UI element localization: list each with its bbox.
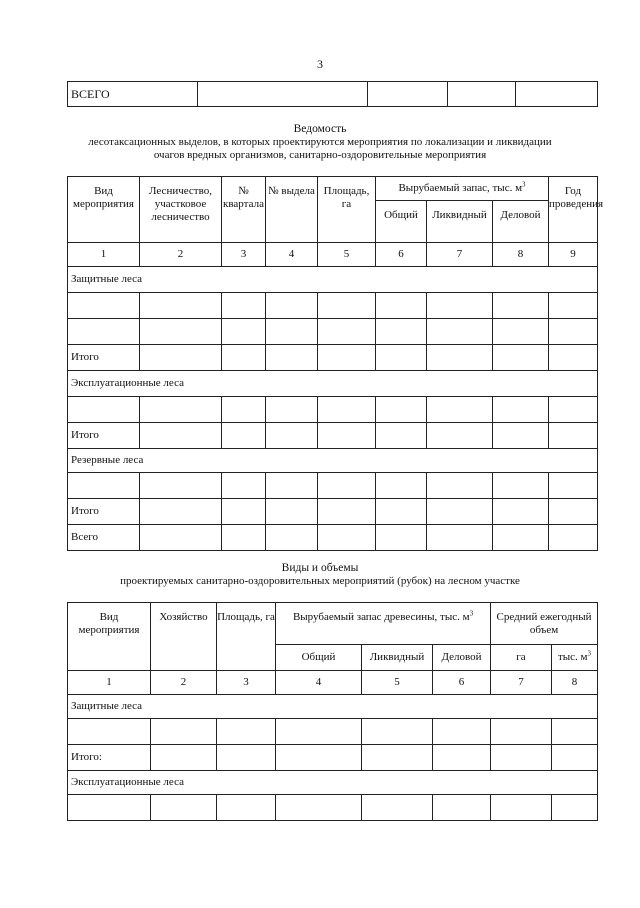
t2-header-annual-group: Средний ежегодный объем: [491, 603, 598, 645]
table-row: [68, 319, 598, 345]
t2-header-liquid: Ликвидный: [362, 645, 433, 671]
table1-title: Ведомость: [293, 123, 347, 135]
t1-header-activity: Вид мероприятия: [68, 177, 140, 243]
t1-volume-group-label: Вырубаемый запас, тыс. м: [398, 182, 523, 194]
t1-header-liquid: Ликвидный: [427, 201, 493, 243]
t1-subtotal-protective: Итого: [68, 345, 140, 371]
t1-header-plot: № выдела: [266, 177, 318, 243]
t1-header-year: Год проведения: [549, 177, 598, 243]
t1-header-area: Площадь, га: [318, 177, 376, 243]
table-row: [68, 397, 598, 423]
t1-section-protective: Защитные леса: [68, 267, 598, 293]
t2-num-2: 2: [151, 671, 217, 695]
t2-section-exploitation: Эксплуатационные леса: [68, 771, 598, 795]
page-number: 3: [317, 57, 323, 71]
table2-subtitle: проектируемых санитарно-оздоровительных мероприятий (рубок) на лесном участке: [120, 575, 520, 587]
t2-num-3: 3: [217, 671, 276, 695]
t1-header-forestry: Лесничество, участковое лесничество: [140, 177, 222, 243]
t1-num-8: 8: [493, 243, 549, 267]
top-total-table: [67, 81, 598, 107]
t2-subtotal: Итого:: [68, 745, 151, 771]
t1-num-7: 7: [427, 243, 493, 267]
t2-header-thousand-m3: тыс. $м^3$: [552, 645, 598, 671]
table-row: [68, 499, 598, 525]
table-row: [68, 423, 598, 449]
table1-subtitle-line1: лесотаксационных выделов, в которых проектируются мероприятия по локализации и ликвидации: [88, 136, 552, 148]
t1-num-5: 5: [318, 243, 376, 267]
table-row: [68, 745, 598, 771]
t2-header-ha: га: [491, 645, 552, 671]
t1-header-total: Общий: [376, 201, 427, 243]
table-row: [68, 293, 598, 319]
t1-num-1: 1: [68, 243, 140, 267]
t2-header-business: Деловой: [433, 645, 491, 671]
t2-header-activity: Вид мероприятия: [68, 603, 151, 671]
table1-subtitle-line2: очагов вредных организмов, санитарно-оздоровительные мероприятия: [153, 149, 487, 161]
t2-volume-group-label: Вырубаемый запас древесины, тыс. м: [292, 611, 470, 623]
table1-felling-plots: [67, 176, 604, 551]
top-total-label: ВСЕГО: [68, 82, 198, 107]
t1-subtotal-exploitation: Итого: [68, 423, 140, 449]
t1-num-3: 3: [222, 243, 266, 267]
table-row: [68, 345, 598, 371]
t2-thousand-m3-label: тыс. м: [557, 651, 588, 663]
t1-num-6: 6: [376, 243, 427, 267]
t2-num-8: 8: [552, 671, 598, 695]
t1-num-4: 4: [266, 243, 318, 267]
t1-num-2: 2: [140, 243, 222, 267]
t1-subtotal-reserve: Итого: [68, 499, 140, 525]
t2-num-7: 7: [491, 671, 552, 695]
table-row: [68, 719, 598, 745]
t2-num-6: 6: [433, 671, 491, 695]
t1-section-reserve: Резервные леса: [68, 449, 598, 473]
table-row: [68, 795, 598, 821]
t1-header-business: Деловой: [493, 201, 549, 243]
table2-sanitary-volumes: [67, 602, 598, 821]
table-row: [68, 525, 598, 551]
t2-header-total: Общий: [276, 645, 362, 671]
t2-header-farm: Хозяйство: [151, 603, 217, 671]
t1-section-exploitation: Эксплуатационные леса: [68, 371, 598, 397]
t1-grand-total: Всего: [68, 525, 140, 551]
t2-section-protective: Защитные леса: [68, 695, 598, 719]
t2-num-5: 5: [362, 671, 433, 695]
table-row: [68, 473, 598, 499]
t2-header-area: Площадь, га: [217, 603, 276, 671]
t2-header-volume-group: Вырубаемый запас древесины, тыс. $м^3$: [276, 603, 491, 645]
t2-num-4: 4: [276, 671, 362, 695]
t1-header-quarter: № квартала: [222, 177, 266, 243]
t2-num-1: 1: [68, 671, 151, 695]
t1-num-9: 9: [549, 243, 598, 267]
t1-header-volume-group: Вырубаемый запас, тыс. $м^3$: [376, 177, 549, 201]
table2-title: Виды и объемы: [281, 562, 359, 574]
